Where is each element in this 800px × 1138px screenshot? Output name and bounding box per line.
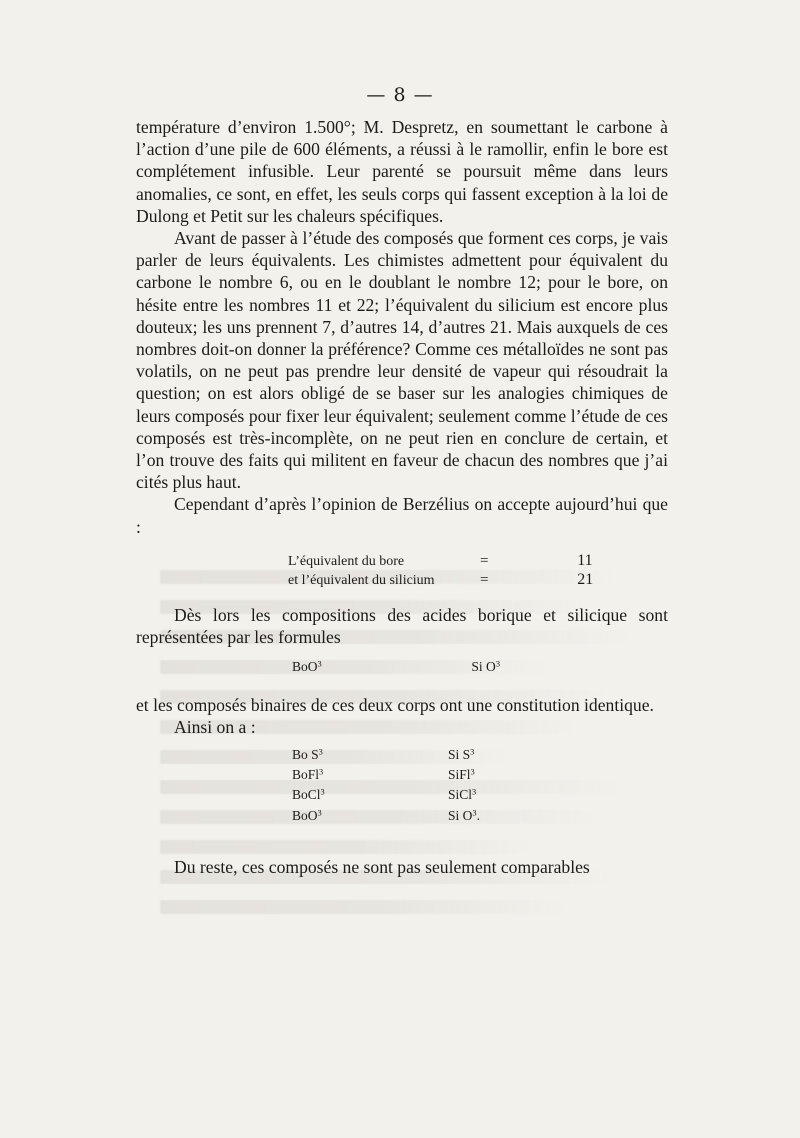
equivalent-label: et l’équivalent du silicium xyxy=(288,572,435,588)
silicium-compound: SiFl$^3$ xyxy=(448,767,475,783)
equivalent-label: L’équivalent du bore xyxy=(288,553,405,569)
equals-sign: = xyxy=(480,571,489,588)
paragraph-ainsi: Ainsi on a : xyxy=(174,717,256,738)
paragraph-anomalies: température d’environ 1.500°; M. Despretz, en soumettant le carbone à l’action d’une pile de 600 éléments, a réussi à le ramollir, enfin le bore est complétement infusible. Leur parenté se poursuit même dans leurs anomalies, ce sont, en effet, les seuls corps qui fassent exception à la loi de Dulong et Petit sur les chaleurs spécifiques. xyxy=(136,117,668,226)
equivalent-value: 21 xyxy=(577,570,594,588)
silicium-compound: Si $S^3$ xyxy=(448,746,475,762)
silicic-acid-formula: Si $O^3$ xyxy=(471,659,500,675)
body-text xyxy=(136,116,668,879)
paragraph-du-reste: Du reste, ces composés ne sont pas seulement comparables xyxy=(174,857,590,878)
compound-pairs xyxy=(292,745,668,827)
boric-acid-formula: BoO$^3$ xyxy=(292,659,322,675)
bore-compound: BoO$^3$ xyxy=(292,807,322,823)
paragraph-binary-compounds: et les composés binaires de ces deux corps ont une constitution identique. xyxy=(136,695,654,716)
equals-sign: = xyxy=(480,552,489,569)
acid-formulas xyxy=(292,658,500,676)
bore-compound: Bo $S^3$ xyxy=(292,746,323,762)
paragraph-berzelius: Cependant d’après l’opinion de Berzélius on accepte aujourd’hui que : xyxy=(136,494,668,537)
silicium-compound: SiCl$^3$ xyxy=(448,787,477,803)
page-number: — 8 — xyxy=(366,84,434,106)
paragraph-formulas-intro: Dès lors les compositions des acides borique et silicique sont représentées par les formules xyxy=(136,604,668,648)
bore-compound: BoFl$^3$ xyxy=(292,767,324,783)
equivalents-table xyxy=(288,552,668,590)
silicium-compound: Si $O^3$. xyxy=(448,807,480,823)
bore-compound: BoCl$^3$ xyxy=(292,787,325,803)
equivalent-value: 11 xyxy=(577,551,593,569)
paragraph-equivalents: Avant de passer à l’étude des composés que forment ces corps, je vais parler de leurs équivalents. Les chimistes admettent pour équivalent du carbone le nombre 6, ou en le doublant le nombre 12; pour le bore, on hésite entre les nombres 11 et 22; l’équivalent du silicium est encore plus douteux; les uns prennent 7, d’autres 14, d’autres 21. Mais auxquels de ces nombres doit-on donner la préférence? Comme ces métalloïdes ne sont pas volatils, on ne peut pas prendre leur densité de vapeur qui résoudrait la question; on est alors obligé de se baser sur les analogies chimiques de leurs composés pour fixer leur équivalent; seulement comme l’étude de ces composés est très-incomplète, on ne peut rien en conclure de certain, et l’on trouve des faits qui militent en faveur de chacun des nombres que j’ai cités plus haut. xyxy=(136,228,668,493)
